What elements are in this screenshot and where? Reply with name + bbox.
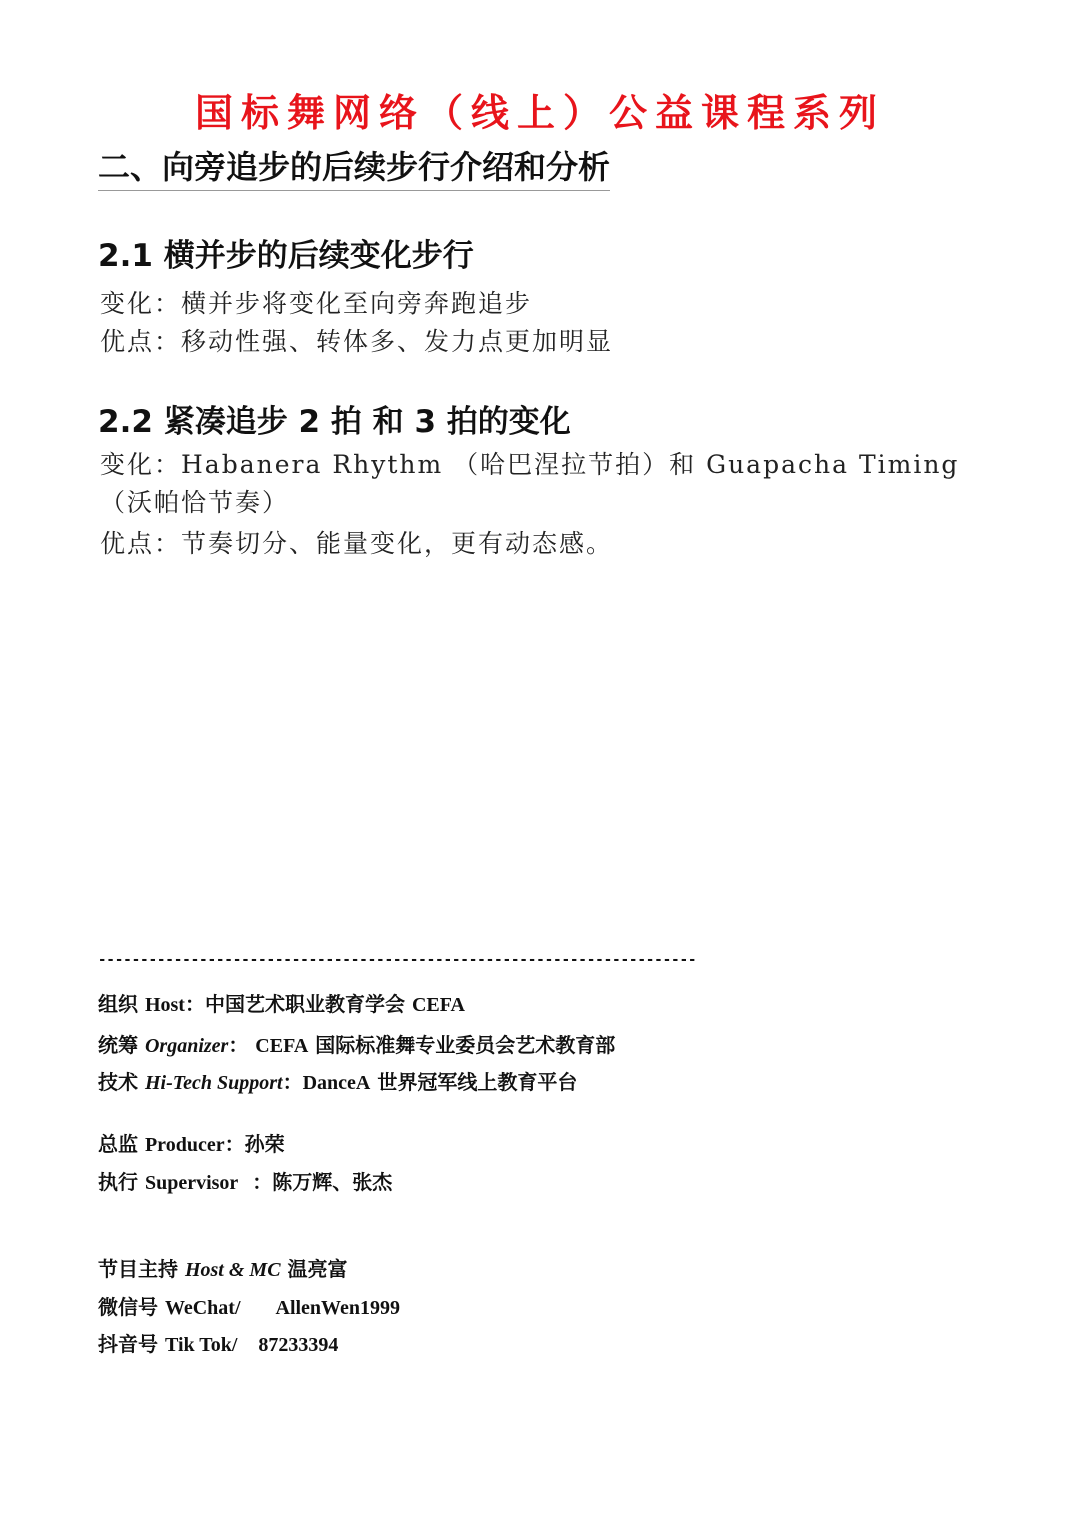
credit-supervisor-label: 执行 [98,1170,138,1194]
credit-organizer-cefa: CEFA [255,1035,309,1057]
credits-divider: ----------------------------------------------------------------------- [98,952,697,968]
credit-tech-value: 世界冠军线上教育平台 [370,1070,578,1094]
credit-wechat-label: 微信号 [98,1295,158,1319]
credit-wechat-value: AllenWen1999 [275,1297,400,1319]
credit-wechat-en: WeChat/ [164,1297,241,1319]
credit-mc-label: 节目主持 [98,1257,178,1281]
credit-host-label: 组织 [98,992,138,1016]
credit-producer [98,1128,285,1157]
credit-supervisor [98,1166,392,1195]
credit-organizer [98,1029,615,1058]
subsection-2-2-change: 变化：Habanera Rhythm （哈巴涅拉节拍）和 Guapacha Timing（沃帕恰节奏） [100,450,960,517]
credit-organizer-en: Organizer [144,1035,229,1057]
credit-organizer-label: 统筹 [98,1033,138,1057]
credit-producer-value: ：孙荣 [224,1132,285,1156]
credit-producer-label: 总监 [98,1132,138,1156]
subsection-2-2-heading: 2.2 紧凑追步 2 拍 和 3 拍的变化 [98,404,571,440]
credit-tech-brand: DanceA [302,1072,371,1094]
credit-tiktok [98,1328,338,1357]
credit-wechat [98,1291,400,1320]
credit-supervisor-en: Supervisor [144,1172,239,1194]
section-heading: 二、向旁追步的后续步行介绍和分析 [98,142,610,191]
credit-tech-en: Hi-Tech Support [144,1072,283,1094]
credit-mc-en: Host & MC [184,1259,281,1281]
subsection-2-1-advantage: 优点：移动性强、转体多、发力点更加明显 [100,327,614,356]
credit-tech [98,1066,577,1095]
credit-producer-en: Producer [144,1134,225,1156]
credit-organizer-dept: 国际标准舞专业委员会艺术教育部 [308,1033,616,1057]
credit-supervisor-value: ：陈万辉、张杰 [238,1170,393,1194]
page-title: 国标舞网络（线上）公益课程系列 [194,90,885,135]
credit-host-value: ：中国艺术职业教育学会 [184,992,412,1016]
credit-tech-sep: ： [282,1070,303,1094]
subsection-2-1-heading: 2.1 横并步的后续变化步行 [98,238,474,274]
credit-host-en: Host [144,994,185,1016]
credit-mc [98,1253,348,1282]
credit-host [98,988,465,1017]
credit-tiktok-en: Tik Tok/ [164,1334,238,1356]
credit-tiktok-label: 抖音号 [98,1332,158,1356]
credit-host-cefa: CEFA [411,994,465,1016]
credit-tiktok-value: 87233394 [258,1334,339,1356]
credit-tech-label: 技术 [98,1070,138,1094]
subsection-2-1-change: 变化：横并步将变化至向旁奔跑追步 [100,289,533,318]
credit-mc-value: 温亮富 [287,1257,348,1281]
subsection-2-2-advantage: 优点：节奏切分、能量变化，更有动态感。 [100,529,614,558]
credit-organizer-value: ： [228,1033,256,1057]
